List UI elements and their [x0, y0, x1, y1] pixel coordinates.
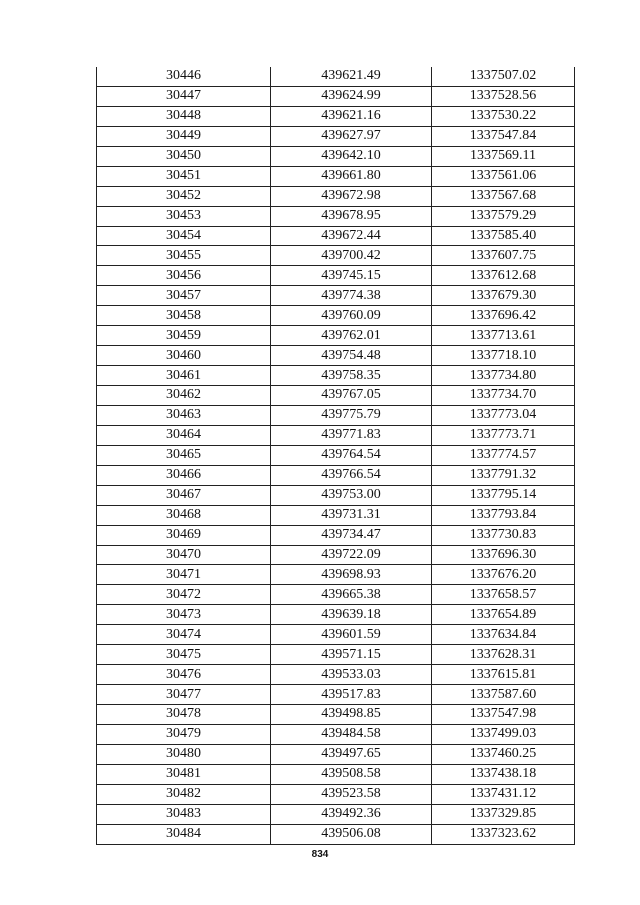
y-coordinate-cell: 1337612.68: [432, 266, 575, 286]
y-coordinate-cell: 1337547.84: [432, 126, 575, 146]
x-coordinate-cell: 439771.83: [271, 425, 432, 445]
point-id-cell: 30478: [97, 705, 271, 725]
y-coordinate-cell: 1337567.68: [432, 186, 575, 206]
point-id-cell: 30472: [97, 585, 271, 605]
coordinates-table-body: [97, 67, 575, 844]
point-id-cell: 30468: [97, 505, 271, 525]
table-row: [97, 605, 575, 625]
table-row: [97, 565, 575, 585]
x-coordinate-cell: 439627.97: [271, 126, 432, 146]
x-coordinate-cell: 439497.65: [271, 744, 432, 764]
table-row: [97, 86, 575, 106]
table-row: [97, 425, 575, 445]
table-row: [97, 645, 575, 665]
table-row: [97, 744, 575, 764]
x-coordinate-cell: 439506.08: [271, 824, 432, 844]
table-row: [97, 266, 575, 286]
y-coordinate-cell: 1337329.85: [432, 804, 575, 824]
y-coordinate-cell: 1337499.03: [432, 724, 575, 744]
point-id-cell: 30464: [97, 425, 271, 445]
table-row: [97, 386, 575, 406]
point-id-cell: 30483: [97, 804, 271, 824]
y-coordinate-cell: 1337679.30: [432, 286, 575, 306]
y-coordinate-cell: 1337734.70: [432, 386, 575, 406]
table-row: [97, 246, 575, 266]
x-coordinate-cell: 439775.79: [271, 405, 432, 425]
x-coordinate-cell: 439601.59: [271, 625, 432, 645]
x-coordinate-cell: 439661.80: [271, 166, 432, 186]
y-coordinate-cell: 1337791.32: [432, 465, 575, 485]
x-coordinate-cell: 439762.01: [271, 326, 432, 346]
x-coordinate-cell: 439672.44: [271, 226, 432, 246]
x-coordinate-cell: 439753.00: [271, 485, 432, 505]
x-coordinate-cell: 439767.05: [271, 386, 432, 406]
table-row: [97, 126, 575, 146]
table-row: [97, 485, 575, 505]
point-id-cell: 30474: [97, 625, 271, 645]
point-id-cell: 30467: [97, 485, 271, 505]
y-coordinate-cell: 1337561.06: [432, 166, 575, 186]
table-row: [97, 525, 575, 545]
table-row: [97, 705, 575, 725]
y-coordinate-cell: 1337718.10: [432, 346, 575, 366]
point-id-cell: 30463: [97, 405, 271, 425]
point-id-cell: 30480: [97, 744, 271, 764]
point-id-cell: 30484: [97, 824, 271, 844]
point-id-cell: 30475: [97, 645, 271, 665]
table-row: [97, 625, 575, 645]
x-coordinate-cell: 439760.09: [271, 306, 432, 326]
point-id-cell: 30447: [97, 86, 271, 106]
y-coordinate-cell: 1337773.04: [432, 405, 575, 425]
point-id-cell: 30452: [97, 186, 271, 206]
table-row: [97, 665, 575, 685]
y-coordinate-cell: 1337676.20: [432, 565, 575, 585]
x-coordinate-cell: 439745.15: [271, 266, 432, 286]
table-row: [97, 724, 575, 744]
table-row: [97, 585, 575, 605]
point-id-cell: 30448: [97, 106, 271, 126]
table-row: [97, 804, 575, 824]
point-id-cell: 30469: [97, 525, 271, 545]
table-row: [97, 226, 575, 246]
x-coordinate-cell: 439621.16: [271, 106, 432, 126]
y-coordinate-cell: 1337658.57: [432, 585, 575, 605]
table-row: [97, 166, 575, 186]
y-coordinate-cell: 1337530.22: [432, 106, 575, 126]
x-coordinate-cell: 439517.83: [271, 685, 432, 705]
point-id-cell: 30465: [97, 445, 271, 465]
table-row: [97, 824, 575, 844]
y-coordinate-cell: 1337774.57: [432, 445, 575, 465]
x-coordinate-cell: 439698.93: [271, 565, 432, 585]
point-id-cell: 30460: [97, 346, 271, 366]
point-id-cell: 30482: [97, 784, 271, 804]
x-coordinate-cell: 439665.38: [271, 585, 432, 605]
x-coordinate-cell: 439492.36: [271, 804, 432, 824]
point-id-cell: 30455: [97, 246, 271, 266]
table-row: [97, 146, 575, 166]
y-coordinate-cell: 1337431.12: [432, 784, 575, 804]
x-coordinate-cell: 439734.47: [271, 525, 432, 545]
x-coordinate-cell: 439533.03: [271, 665, 432, 685]
x-coordinate-cell: 439722.09: [271, 545, 432, 565]
page-number: 834: [311, 849, 329, 860]
x-coordinate-cell: 439774.38: [271, 286, 432, 306]
coordinates-table: [96, 67, 575, 845]
y-coordinate-cell: 1337793.84: [432, 505, 575, 525]
table-row: [97, 346, 575, 366]
table-row: [97, 286, 575, 306]
x-coordinate-cell: 439731.31: [271, 505, 432, 525]
x-coordinate-cell: 439758.35: [271, 366, 432, 386]
table-row: [97, 405, 575, 425]
x-coordinate-cell: 439754.48: [271, 346, 432, 366]
y-coordinate-cell: 1337579.29: [432, 206, 575, 226]
y-coordinate-cell: 1337730.83: [432, 525, 575, 545]
y-coordinate-cell: 1337713.61: [432, 326, 575, 346]
table-row: [97, 106, 575, 126]
point-id-cell: 30451: [97, 166, 271, 186]
y-coordinate-cell: 1337795.14: [432, 485, 575, 505]
x-coordinate-cell: 439672.98: [271, 186, 432, 206]
point-id-cell: 30476: [97, 665, 271, 685]
point-id-cell: 30462: [97, 386, 271, 406]
table-row: [97, 505, 575, 525]
y-coordinate-cell: 1337696.42: [432, 306, 575, 326]
table-row: [97, 186, 575, 206]
x-coordinate-cell: 439571.15: [271, 645, 432, 665]
x-coordinate-cell: 439642.10: [271, 146, 432, 166]
table-row: [97, 366, 575, 386]
point-id-cell: 30446: [97, 67, 271, 86]
point-id-cell: 30477: [97, 685, 271, 705]
point-id-cell: 30450: [97, 146, 271, 166]
y-coordinate-cell: 1337585.40: [432, 226, 575, 246]
table-row: [97, 784, 575, 804]
x-coordinate-cell: 439624.99: [271, 86, 432, 106]
y-coordinate-cell: 1337615.81: [432, 665, 575, 685]
table-row: [97, 465, 575, 485]
y-coordinate-cell: 1337569.11: [432, 146, 575, 166]
y-coordinate-cell: 1337634.84: [432, 625, 575, 645]
x-coordinate-cell: 439700.42: [271, 246, 432, 266]
y-coordinate-cell: 1337654.89: [432, 605, 575, 625]
point-id-cell: 30473: [97, 605, 271, 625]
y-coordinate-cell: 1337323.62: [432, 824, 575, 844]
point-id-cell: 30470: [97, 545, 271, 565]
table-row: [97, 206, 575, 226]
y-coordinate-cell: 1337587.60: [432, 685, 575, 705]
table-row: [97, 685, 575, 705]
point-id-cell: 30459: [97, 326, 271, 346]
y-coordinate-cell: 1337438.18: [432, 764, 575, 784]
point-id-cell: 30453: [97, 206, 271, 226]
y-coordinate-cell: 1337607.75: [432, 246, 575, 266]
y-coordinate-cell: 1337460.25: [432, 744, 575, 764]
point-id-cell: 30456: [97, 266, 271, 286]
point-id-cell: 30471: [97, 565, 271, 585]
x-coordinate-cell: 439523.58: [271, 784, 432, 804]
point-id-cell: 30461: [97, 366, 271, 386]
x-coordinate-cell: 439498.85: [271, 705, 432, 725]
point-id-cell: 30458: [97, 306, 271, 326]
point-id-cell: 30481: [97, 764, 271, 784]
y-coordinate-cell: 1337547.98: [432, 705, 575, 725]
y-coordinate-cell: 1337628.31: [432, 645, 575, 665]
table-row: [97, 445, 575, 465]
y-coordinate-cell: 1337507.02: [432, 67, 575, 86]
x-coordinate-cell: 439621.49: [271, 67, 432, 86]
table-row: [97, 67, 575, 86]
y-coordinate-cell: 1337734.80: [432, 366, 575, 386]
y-coordinate-cell: 1337696.30: [432, 545, 575, 565]
x-coordinate-cell: 439766.54: [271, 465, 432, 485]
table-row: [97, 326, 575, 346]
x-coordinate-cell: 439484.58: [271, 724, 432, 744]
point-id-cell: 30449: [97, 126, 271, 146]
x-coordinate-cell: 439639.18: [271, 605, 432, 625]
y-coordinate-cell: 1337528.56: [432, 86, 575, 106]
point-id-cell: 30457: [97, 286, 271, 306]
table-row: [97, 545, 575, 565]
table-row: [97, 306, 575, 326]
point-id-cell: 30454: [97, 226, 271, 246]
y-coordinate-cell: 1337773.71: [432, 425, 575, 445]
x-coordinate-cell: 439678.95: [271, 206, 432, 226]
x-coordinate-cell: 439764.54: [271, 445, 432, 465]
point-id-cell: 30466: [97, 465, 271, 485]
table-row: [97, 764, 575, 784]
point-id-cell: 30479: [97, 724, 271, 744]
x-coordinate-cell: 439508.58: [271, 764, 432, 784]
